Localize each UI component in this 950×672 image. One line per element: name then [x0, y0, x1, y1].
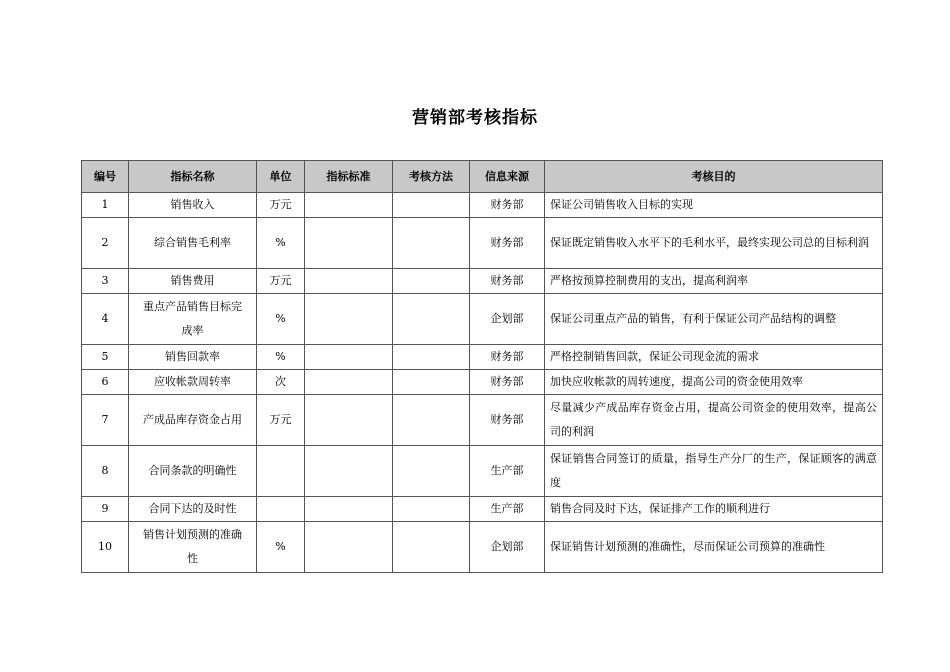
cell-source: 财务部 [470, 345, 545, 370]
cell-purpose: 销售合同及时下达，保证排产工作的顺利进行 [545, 497, 883, 522]
cell-method [393, 294, 470, 345]
table-row [82, 269, 883, 294]
table-row [82, 218, 883, 269]
cell-no: 5 [82, 345, 129, 370]
cell-standard [305, 370, 393, 395]
cell-method [393, 522, 470, 573]
cell-source: 财务部 [470, 218, 545, 269]
cell-name: 产成品库存资金占用 [129, 395, 257, 446]
cell-method [393, 269, 470, 294]
cell-no: 1 [82, 193, 129, 218]
cell-unit: 次 [257, 370, 305, 395]
header-purpose: 考核目的 [545, 161, 883, 193]
cell-source: 生产部 [470, 497, 545, 522]
cell-unit: 万元 [257, 269, 305, 294]
cell-no: 8 [82, 446, 129, 497]
cell-no: 4 [82, 294, 129, 345]
cell-purpose: 保证销售计划预测的准确性，尽而保证公司预算的准确性 [545, 522, 883, 573]
table-row [82, 370, 883, 395]
cell-standard [305, 269, 393, 294]
cell-source: 企划部 [470, 522, 545, 573]
table-row [82, 193, 883, 218]
cell-name: 重点产品销售目标完成率 [129, 294, 257, 345]
cell-purpose: 严格按预算控制费用的支出，提高利润率 [545, 269, 883, 294]
table-row [82, 497, 883, 522]
cell-name: 销售收入 [129, 193, 257, 218]
cell-name: 综合销售毛利率 [129, 218, 257, 269]
cell-standard [305, 345, 393, 370]
cell-method [393, 218, 470, 269]
table-row [82, 294, 883, 345]
cell-source: 财务部 [470, 193, 545, 218]
cell-method [393, 395, 470, 446]
cell-name: 合同条款的明确性 [129, 446, 257, 497]
table-row [82, 446, 883, 497]
cell-name: 销售回款率 [129, 345, 257, 370]
cell-unit: % [257, 218, 305, 269]
header-name: 指标名称 [129, 161, 257, 193]
cell-standard [305, 294, 393, 345]
cell-unit [257, 446, 305, 497]
header-standard: 指标标准 [305, 161, 393, 193]
cell-no: 2 [82, 218, 129, 269]
cell-no: 10 [82, 522, 129, 573]
cell-source: 财务部 [470, 370, 545, 395]
cell-unit: % [257, 522, 305, 573]
cell-unit: % [257, 294, 305, 345]
cell-name: 销售费用 [129, 269, 257, 294]
cell-no: 3 [82, 269, 129, 294]
cell-no: 9 [82, 497, 129, 522]
cell-source: 财务部 [470, 395, 545, 446]
cell-standard [305, 193, 393, 218]
page-title: 营销部考核指标 [412, 108, 538, 128]
cell-unit [257, 497, 305, 522]
cell-purpose: 保证既定销售收入水平下的毛利水平，最终实现公司总的目标利润 [545, 218, 883, 269]
cell-unit: % [257, 345, 305, 370]
table-row [82, 345, 883, 370]
cell-name: 合同下达的及时性 [129, 497, 257, 522]
cell-method [393, 370, 470, 395]
cell-standard [305, 497, 393, 522]
cell-source: 财务部 [470, 269, 545, 294]
header-source: 信息来源 [470, 161, 545, 193]
cell-standard [305, 395, 393, 446]
cell-method [393, 446, 470, 497]
cell-purpose: 保证公司销售收入目标的实现 [545, 193, 883, 218]
cell-no: 6 [82, 370, 129, 395]
cell-name: 销售计划预测的准确性 [129, 522, 257, 573]
cell-purpose: 加快应收帐款的周转速度，提高公司的资金使用效率 [545, 370, 883, 395]
cell-purpose: 保证公司重点产品的销售，有利于保证公司产品结构的调整 [545, 294, 883, 345]
kpi-table [81, 160, 883, 573]
cell-purpose: 严格控制销售回款，保证公司现金流的需求 [545, 345, 883, 370]
cell-standard [305, 446, 393, 497]
table-row [82, 522, 883, 573]
cell-no: 7 [82, 395, 129, 446]
cell-unit: 万元 [257, 395, 305, 446]
cell-method [393, 193, 470, 218]
cell-name: 应收帐款周转率 [129, 370, 257, 395]
table-header-row [82, 161, 883, 193]
cell-method [393, 345, 470, 370]
cell-purpose: 保证销售合同签订的质量，指导生产分厂的生产，保证顾客的满意度 [545, 446, 883, 497]
cell-standard [305, 522, 393, 573]
cell-method [393, 497, 470, 522]
cell-source: 企划部 [470, 294, 545, 345]
cell-source: 生产部 [470, 446, 545, 497]
table-row [82, 395, 883, 446]
cell-unit: 万元 [257, 193, 305, 218]
cell-purpose: 尽量减少产成品库存资金占用，提高公司资金的使用效率，提高公司的利润 [545, 395, 883, 446]
cell-standard [305, 218, 393, 269]
header-method: 考核方法 [393, 161, 470, 193]
header-unit: 单位 [257, 161, 305, 193]
header-no: 编号 [82, 161, 129, 193]
